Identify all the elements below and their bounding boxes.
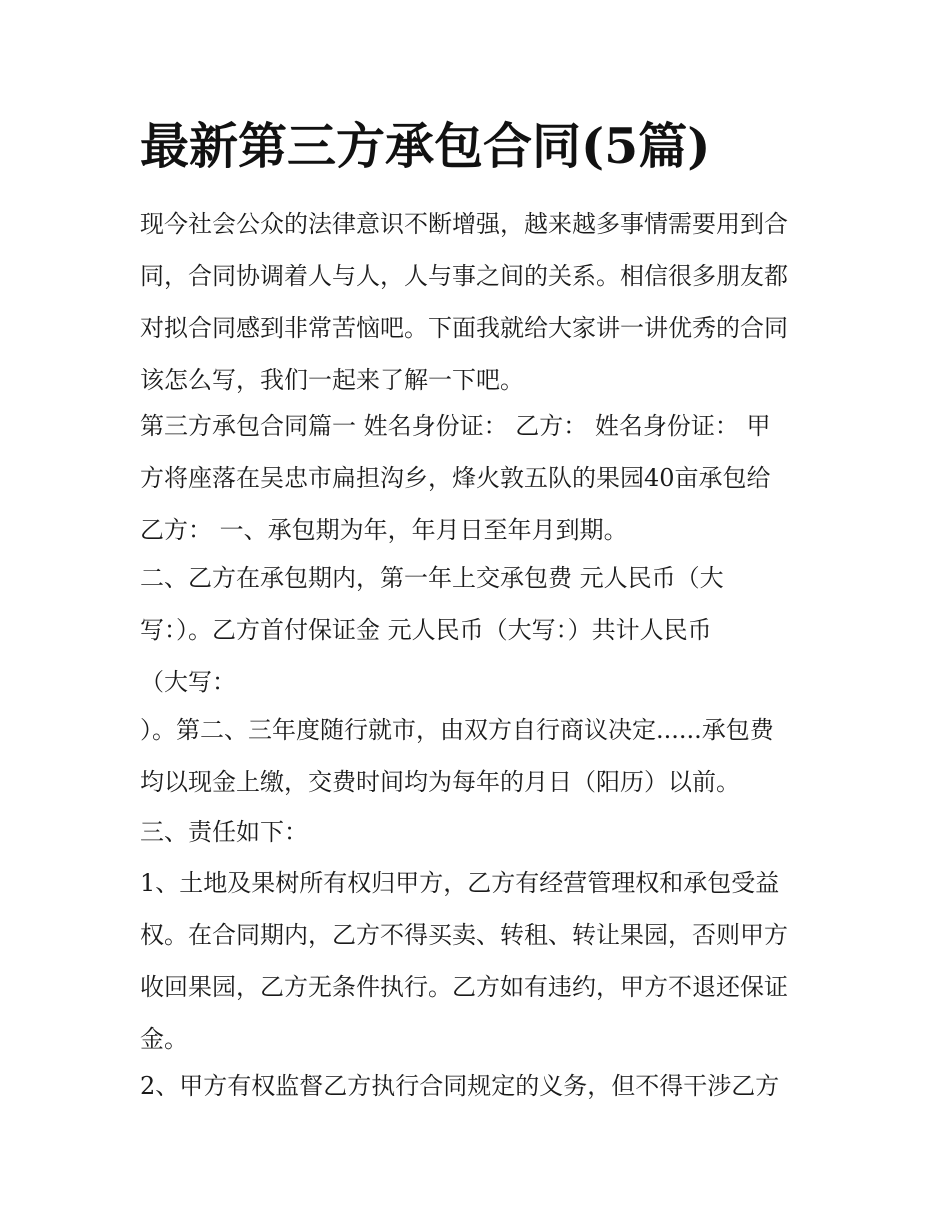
- text-line: ）。第二、三年度随行就市，由双方自行商议决定......承包费: [140, 716, 774, 744]
- text-line: 收回果园，乙方无条件执行。乙方如有违约，甲方不退还保证: [140, 973, 788, 1001]
- text-line: 第三方承包合同篇一 姓名身份证： 乙方： 姓名身份证： 甲: [140, 412, 771, 440]
- text-line: 写：）。乙方首付保证金 元人民币（大写：）共计人民币: [140, 616, 712, 644]
- paragraph-intro: [140, 198, 820, 406]
- paragraph-fees: [140, 552, 820, 708]
- text-line: 1、土地及果树所有权归甲方，乙方有经营管理权和承包受益: [140, 869, 780, 897]
- text-line: 对拟合同感到非常苦恼吧。下面我就给大家讲一讲优秀的合同: [140, 314, 788, 342]
- text-line: 三、责任如下：: [140, 818, 308, 846]
- text-line: 方将座落在吴忠市扁担沟乡，烽火敦五队的果园40亩承包给: [140, 464, 771, 492]
- paragraph-clause-2: [140, 1060, 820, 1112]
- text-line: 均以现金上缴，交费时间均为每年的月日（阳历）以前。: [140, 768, 740, 796]
- text-line: 权。在合同期内，乙方不得买卖、转租、转让果园，否则甲方: [140, 921, 788, 949]
- text-line: 金。: [140, 1025, 188, 1053]
- text-line: （大写：: [140, 668, 236, 696]
- document-title: 最新第三方承包合同(5篇): [140, 117, 711, 175]
- text-line: 二、乙方在承包期内，第一年上交承包费 元人民币（大: [140, 564, 724, 592]
- paragraph-payment: [140, 704, 820, 808]
- paragraph-clause-1: [140, 857, 820, 1065]
- text-line: 2、甲方有权监督乙方执行合同规定的义务，但不得干涉乙方: [140, 1072, 780, 1100]
- text-line: 乙方： 一、承包期为年，年月日至年月到期。: [140, 516, 628, 544]
- paragraph-parties: [140, 400, 820, 556]
- text-line: 现今社会公众的法律意识不断增强，越来越多事情需要用到合: [140, 210, 788, 238]
- paragraph-responsibilities-heading: [140, 806, 820, 858]
- text-line: 该怎么写，我们一起来了解一下吧。: [140, 366, 524, 394]
- text-line: 同，合同协调着人与人，人与事之间的关系。相信很多朋友都: [140, 262, 788, 290]
